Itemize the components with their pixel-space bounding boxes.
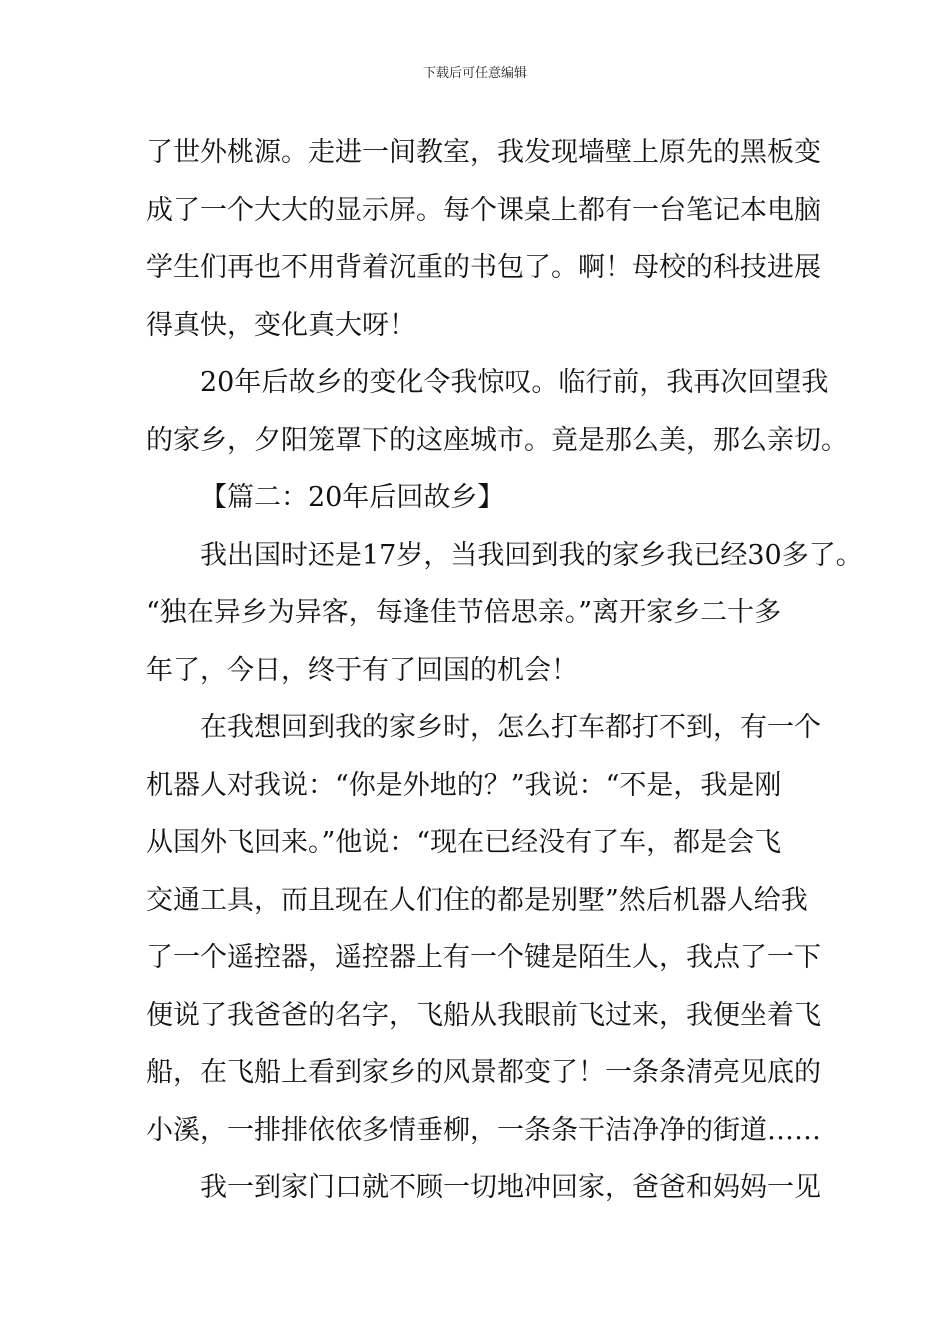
text-line-9: “独在异乡为异客，每逢佳节倍思亲。”离开家乡二十多: [146, 597, 782, 628]
text-line-6: 的家乡，夕阳笼罩下的这座城市。竟是那么美，那么亲切。: [146, 424, 848, 456]
text-line-19: 我一到家门口就不顾一切地冲回家，爸爸和妈妈一见: [200, 1172, 821, 1203]
text-line-3: 学生们再也不用背着沉重的书包了。啊！母校的科技进展: [146, 252, 821, 283]
text-line-16: 便说了我爸爸的名字，飞船从我眼前飞过来，我便坐着飞: [146, 999, 821, 1031]
text-line-17: 船，在飞船上看到家乡的风景都变了！一条条清亮见底的: [146, 1057, 821, 1088]
text-line-2: 成了一个大大的显示屏。每个课桌上都有一台笔记本电脑: [146, 194, 821, 226]
text-line-8: 我出国时还是17岁，当我回到我的家乡我已经30多了。: [200, 539, 863, 571]
text-line-1: 了世外桃源。走进一间教室，我发现墙壁上原先的黑板变: [146, 137, 821, 168]
page-header-note: 下载后可任意编辑: [422, 66, 527, 81]
text-line-11: 在我想回到我的家乡时，怎么打车都打不到，有一个: [200, 712, 821, 743]
document-body: [146, 124, 863, 1217]
text-line-10: 年了，今日，终于有了回国的机会！: [146, 654, 578, 686]
section-heading: 【篇二：20年后回故乡】: [200, 482, 505, 513]
text-line-15: 了一个遥控器，遥控器上有一个键是陌生人，我点了一下: [146, 942, 821, 973]
text-line-4: 得真快，变化真大呀！: [146, 309, 416, 341]
text-line-13: 从国外飞回来。”他说：“现在已经没有了车，都是会飞: [146, 827, 782, 858]
text-line-18: 小溪，一排排依依多情垂柳，一条条干洁净净的街道……: [146, 1114, 821, 1146]
text-line-12: 机器人对我说：“你是外地的？”我说：“不是，我是刚: [146, 769, 782, 801]
text-line-14: 交通工具，而且现在人们住的都是别墅”然后机器人给我: [146, 884, 808, 916]
text-line-5: 20年后故乡的变化令我惊叹。临行前，我再次回望我: [200, 367, 829, 398]
